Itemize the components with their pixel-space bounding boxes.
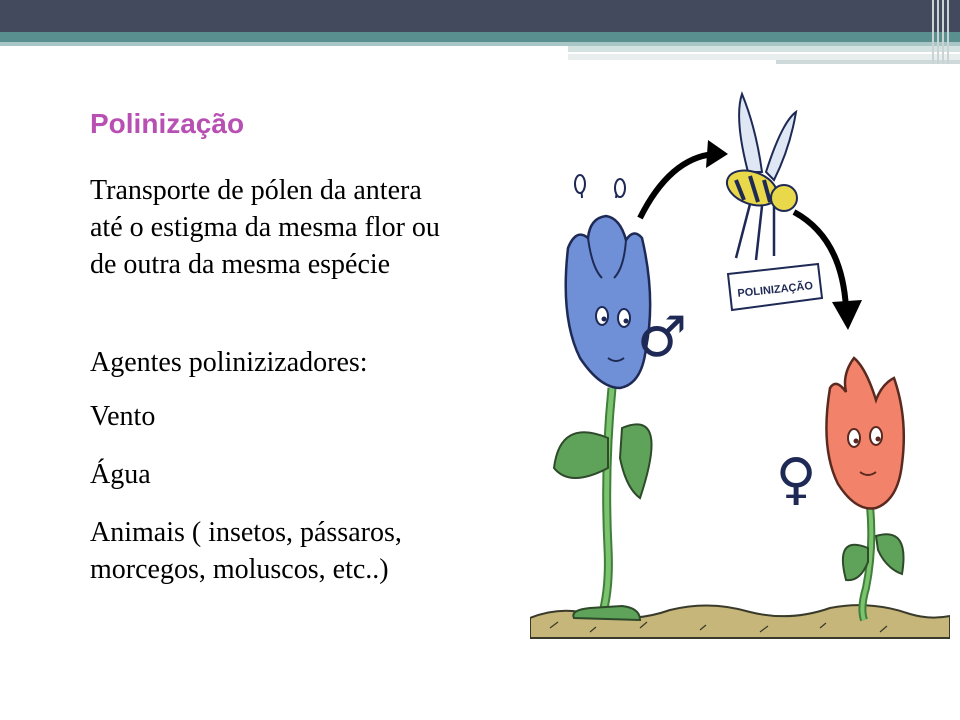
arrow-to-bee (640, 154, 714, 218)
slide-title: Polinização (90, 108, 245, 139)
decor-line (568, 46, 960, 52)
male-symbol: ♂ (636, 305, 688, 370)
top-banner (0, 0, 960, 32)
agents-heading: Agentes polinizizadores: (90, 347, 368, 378)
agent-animals: Animais ( insetos, pássaros, morcegos, moluscos, etc..) (90, 517, 402, 585)
male-flower (554, 175, 652, 620)
accent-stripe (0, 32, 960, 42)
agent-water: Água (90, 459, 151, 490)
sign-label: POLINIZAÇÃO (736, 280, 814, 300)
bee (722, 94, 797, 260)
female-flower (826, 358, 903, 620)
pollination-illustration (530, 88, 950, 648)
agent-wind: Vento (90, 401, 156, 432)
polinizacao-sign (728, 264, 822, 310)
definition-text: Transporte de pólen da antera até o estigma da mesma flor ou de outra da mesma espécie (90, 175, 440, 280)
decor-vertical-lines (932, 0, 950, 64)
female-symbol: ♀ (775, 447, 817, 512)
